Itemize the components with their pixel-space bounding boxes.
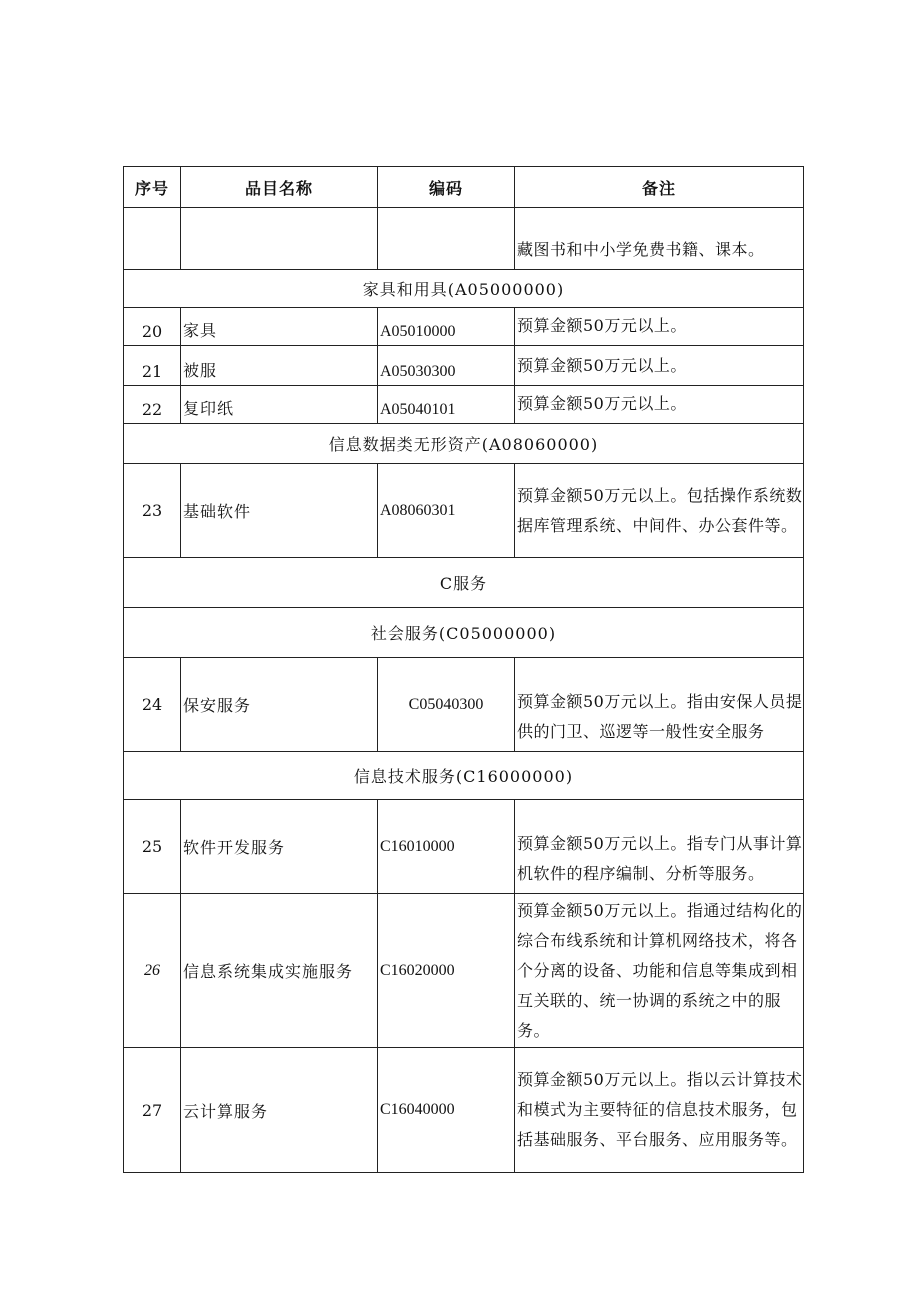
row-number: 20	[124, 308, 181, 346]
item-note: 预算金额50万元以上。指由安保人员提供的门卫、巡逻等一般性安全服务	[515, 658, 804, 752]
item-note: 预算金额50万元以上。	[515, 308, 804, 346]
cell-empty	[181, 208, 378, 270]
table-row	[124, 346, 804, 386]
table-row	[124, 894, 804, 1048]
cell-empty	[378, 208, 515, 270]
header-index: 序号	[124, 167, 181, 208]
table-row	[124, 658, 804, 752]
item-code: A08060301	[378, 464, 515, 558]
item-code: C16010000	[378, 800, 515, 894]
item-name: 软件开发服务	[181, 800, 378, 894]
table-header-row	[124, 167, 804, 208]
item-name: 保安服务	[181, 658, 378, 752]
header-name: 品目名称	[181, 167, 378, 208]
item-name: 云计算服务	[181, 1048, 378, 1173]
table-row	[124, 308, 804, 346]
item-name: 复印纸	[181, 386, 378, 424]
item-name: 被服	[181, 346, 378, 386]
cell-empty	[124, 208, 181, 270]
item-note: 预算金额50万元以上。	[515, 346, 804, 386]
item-code: A05030300	[378, 346, 515, 386]
item-code: C05040300	[378, 658, 515, 752]
row-number: 24	[124, 658, 181, 752]
section-row	[124, 558, 804, 608]
section-it: 信息技术服务(C16000000)	[124, 752, 804, 800]
section-intangible: 信息数据类无形资产(A08060000)	[124, 424, 804, 464]
row-number: 21	[124, 346, 181, 386]
item-note: 预算金额50万元以上。	[515, 386, 804, 424]
table-row	[124, 386, 804, 424]
procurement-catalog-table	[123, 166, 804, 1173]
item-name: 家具	[181, 308, 378, 346]
row-number: 23	[124, 464, 181, 558]
section-furniture: 家具和用具(A05000000)	[124, 270, 804, 308]
item-code: C16020000	[378, 894, 515, 1048]
item-code: C16040000	[378, 1048, 515, 1173]
row-number: 27	[124, 1048, 181, 1173]
header-note: 备注	[515, 167, 804, 208]
item-note: 预算金额50万元以上。指专门从事计算机软件的程序编制、分析等服务。	[515, 800, 804, 894]
row-number: 22	[124, 386, 181, 424]
item-name: 基础软件	[181, 464, 378, 558]
table-row	[124, 1048, 804, 1173]
continued-note: 藏图书和中小学免费书籍、课本。	[515, 208, 804, 270]
item-note: 预算金额50万元以上。指以云计算技术和模式为主要特征的信息技术服务，包括基础服务、平台服务、应用服务等。	[515, 1048, 804, 1173]
section-service-c: C服务	[124, 558, 804, 608]
table-row-continued	[124, 208, 804, 270]
section-row	[124, 270, 804, 308]
section-row	[124, 752, 804, 800]
row-number: 25	[124, 800, 181, 894]
table-row	[124, 800, 804, 894]
item-note: 预算金额50万元以上。包括操作系统数据库管理系统、中间件、办公套件等。	[515, 464, 804, 558]
item-code: A05010000	[378, 308, 515, 346]
item-name: 信息系统集成实施服务	[181, 894, 378, 1048]
item-code: A05040101	[378, 386, 515, 424]
row-number: 26	[124, 894, 181, 1048]
header-code: 编码	[378, 167, 515, 208]
section-social: 社会服务(C05000000)	[124, 608, 804, 658]
item-note: 预算金额50万元以上。指通过结构化的综合布线系统和计算机网络技术，将各个分离的设备、功能和信息等集成到相互关联的、统一协调的系统之中的服务。	[515, 894, 804, 1048]
section-row	[124, 608, 804, 658]
section-row	[124, 424, 804, 464]
table-row	[124, 464, 804, 558]
